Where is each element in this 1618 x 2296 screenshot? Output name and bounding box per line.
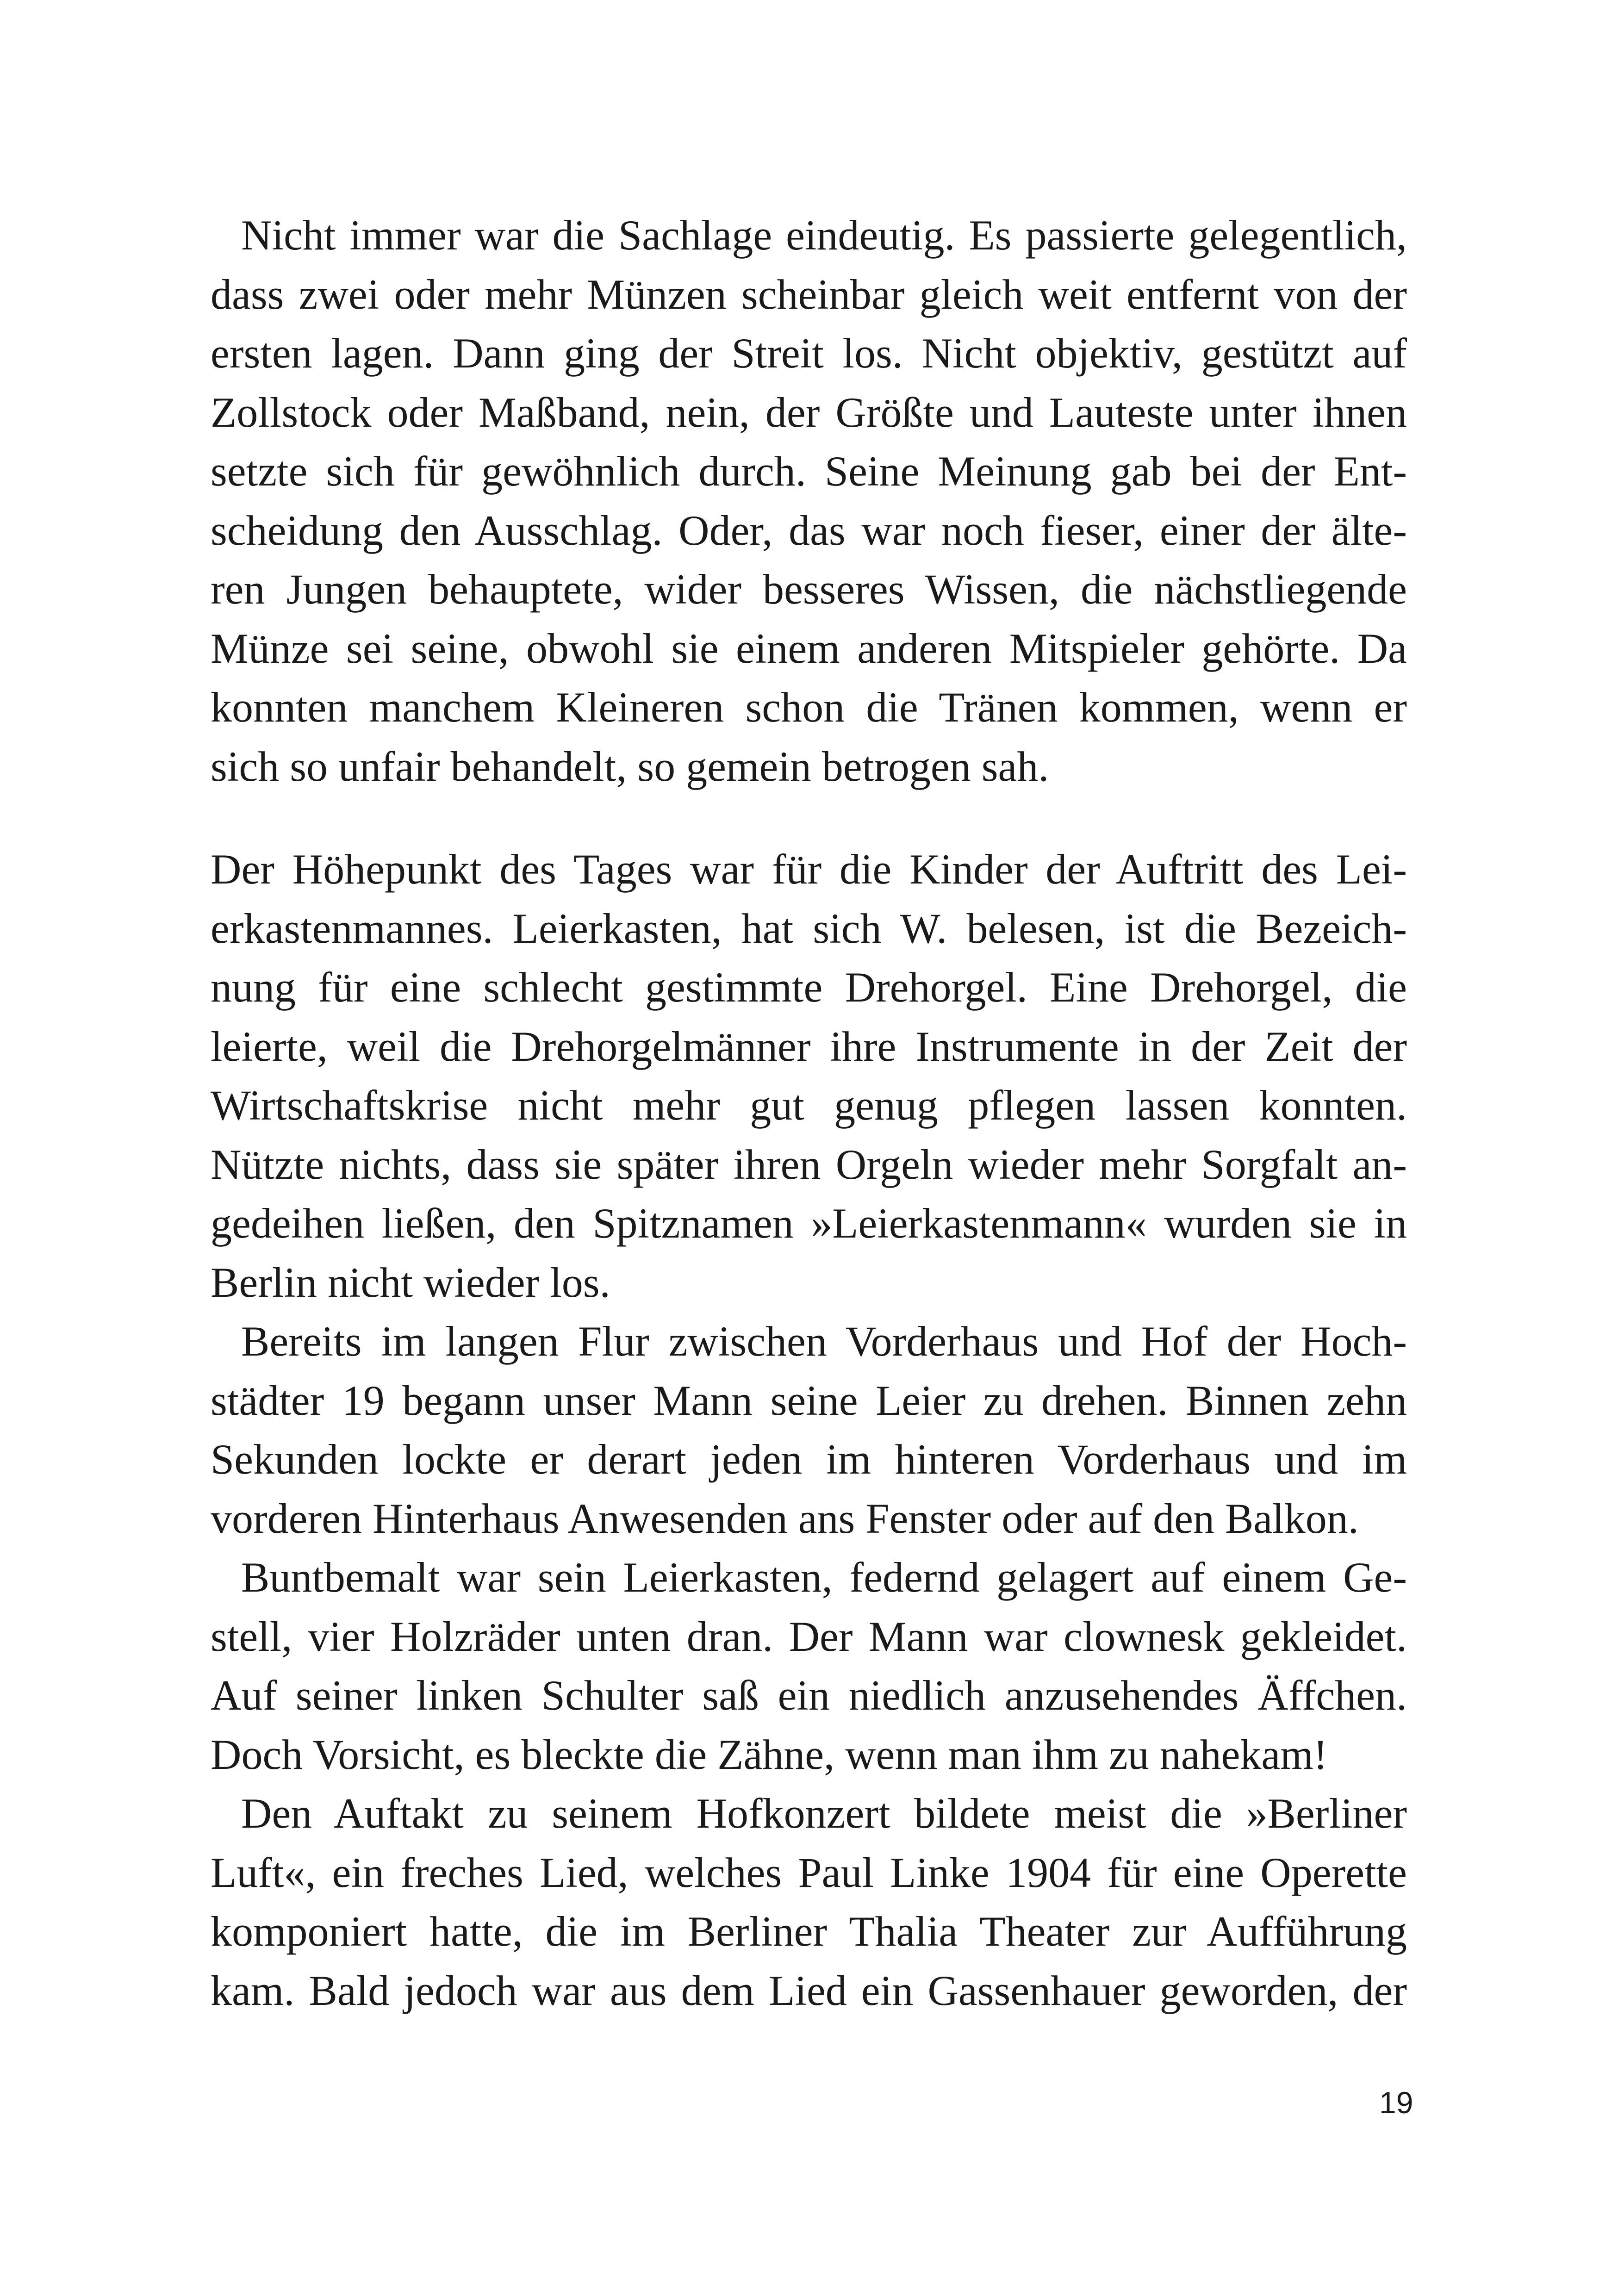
text-line: Den Auftakt zu seinem Hofkonzert bildete meist die »Berliner (241, 1790, 1407, 1837)
text-line: vorderen Hinterhaus Anwesenden ans Fenster oder auf den Balkon. (211, 1494, 1359, 1542)
text-line: Bereits im langen Flur zwischen Vorderhaus und Hof der Hoch- (241, 1318, 1407, 1365)
text-line: Sekunden lockte er derart jeden im hinteren Vorderhaus und im (211, 1436, 1407, 1483)
text-line: konnten manchem Kleineren schon die Tränen kommen, wenn er (211, 684, 1407, 731)
paragraph-2 (211, 840, 1407, 2020)
text-line: leierte, weil die Drehorgelmänner ihre Instrumente in der Zeit der (211, 1022, 1407, 1070)
text-line: stell, vier Holzräder unten dran. Der Mann war clownesk gekleidet. (211, 1612, 1407, 1660)
text-line: erkastenmannes. Leierkasten, hat sich W. belesen, ist die Bezeich- (211, 904, 1407, 952)
text-line: Auf seiner linken Schulter saß ein niedlich anzusehendes Äffchen. (211, 1672, 1407, 1719)
text-line: Nützte nichts, dass sie später ihren Orgeln wieder mehr Sorgfalt an- (211, 1140, 1407, 1188)
text-line: Berlin nicht wieder los. (211, 1258, 610, 1306)
text-line: kam. Bald jedoch war aus dem Lied ein Gassenhauer geworden, der (211, 1966, 1407, 2014)
text-line: Nicht immer war die Sachlage eindeutig. Es passierte gelegentlich, (241, 212, 1407, 259)
text-line: sich so unfair behandelt, so gemein betrogen sah. (211, 742, 1049, 790)
text-line: setzte sich für gewöhnlich durch. Seine Meinung gab bei der Ent- (211, 448, 1407, 495)
text-line: Doch Vorsicht, es bleckte die Zähne, wenn man ihm zu nahekam! (211, 1730, 1328, 1778)
page-number: 19 (1379, 2085, 1413, 2120)
text-line: ersten lagen. Dann ging der Streit los. Nicht objektiv, gestützt auf (211, 330, 1407, 377)
text-line: komponiert hatte, die im Berliner Thalia Theater zur Aufführung (211, 1908, 1407, 1955)
text-line: Zollstock oder Maßband, nein, der Größte und Lauteste unter ihnen (211, 388, 1407, 436)
text-line: Wirtschaftskrise nicht mehr gut genug pflegen lassen konnten. (211, 1082, 1407, 1129)
text-line: ren Jungen behauptete, wider besseres Wissen, die nächstliegende (211, 566, 1407, 613)
text-line: Buntbemalt war sein Leierkasten, federnd gelagert auf einem Ge- (241, 1554, 1407, 1601)
text-line: dass zwei oder mehr Münzen scheinbar gleich weit entfernt von der (211, 270, 1407, 318)
text-line: Der Höhepunkt des Tages war für die Kinder der Auftritt des Lei- (211, 846, 1407, 893)
text-line: nung für eine schlecht gestimmte Drehorgel. Eine Drehorgel, die (211, 964, 1407, 1011)
text-line: gedeihen ließen, den Spitznamen »Leierkastenmann« wurden sie in (211, 1200, 1407, 1247)
paragraph-1 (211, 206, 1407, 796)
text-line: scheidung den Ausschlag. Oder, das war noch fieser, einer der älte- (211, 506, 1407, 554)
text-line: städter 19 begann unser Mann seine Leier zu drehen. Binnen zehn (211, 1376, 1407, 1424)
text-line: Münze sei seine, obwohl sie einem anderen Mitspieler gehörte. Da (211, 624, 1407, 672)
text-line: Luft«, ein freches Lied, welches Paul Linke 1904 für eine Operette (211, 1848, 1407, 1896)
